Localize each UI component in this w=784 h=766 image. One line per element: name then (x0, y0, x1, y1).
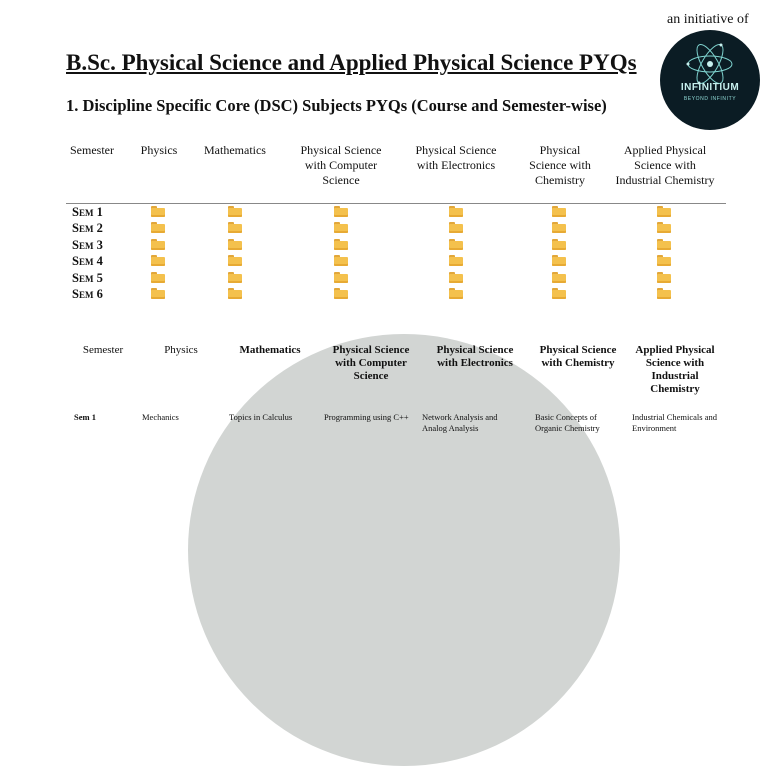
table2-header-ps-chemistry: Physical Science with Chemistry (539, 344, 617, 369)
page-title: B.Sc. Physical Science and Applied Physical Science PYQs (66, 50, 637, 75)
table2-cell-physics: Mechanics (142, 412, 179, 422)
folder-icon[interactable] (334, 206, 348, 217)
background-decoration-circle (188, 334, 620, 766)
table1-header-ps-chemistry: Physical Science with Chemistry (529, 143, 591, 187)
folder-icon[interactable] (657, 222, 671, 233)
table1-header-aps-industrial-chemistry: Applied Physical Science with Industrial Chemistry (615, 143, 715, 187)
table1-row-label-sem5: Sem 5 (72, 271, 103, 285)
folder-icon[interactable] (449, 255, 463, 266)
folder-icon[interactable] (228, 272, 242, 283)
table1-row-label-sem6: Sem 6 (72, 287, 103, 301)
table1-divider (66, 203, 726, 204)
table1-header-mathematics: Mathematics (204, 143, 266, 157)
folder-icon[interactable] (151, 288, 165, 299)
folder-icon[interactable] (552, 272, 566, 283)
infinitium-logo (660, 30, 760, 130)
table1-header-semester: Semester (70, 143, 114, 157)
folder-icon[interactable] (552, 239, 566, 250)
folder-icon[interactable] (228, 255, 242, 266)
table1-row-label-sem2: Sem 2 (72, 221, 103, 235)
folder-icon[interactable] (334, 272, 348, 283)
folder-icon[interactable] (449, 239, 463, 250)
folder-icon[interactable] (228, 239, 242, 250)
folder-icon[interactable] (657, 255, 671, 266)
table2-header-ps-electronics: Physical Science with Electronics (436, 344, 514, 369)
atom-logo-icon (660, 30, 760, 130)
folder-icon[interactable] (228, 222, 242, 233)
table2-header-aps-industrial-chemistry: Applied Physical Science with Industrial Chemistry (635, 344, 715, 395)
table2-header-physics: Physics (164, 344, 198, 356)
logo-name: INFINITIUM (680, 82, 740, 93)
folder-icon[interactable] (334, 239, 348, 250)
folder-icon[interactable] (449, 206, 463, 217)
folder-icon[interactable] (151, 222, 165, 233)
folder-icon[interactable] (334, 222, 348, 233)
table2-row-label-sem1: Sem 1 (74, 412, 96, 422)
table2-header-ps-computer-science: Physical Science with Computer Science (332, 344, 410, 382)
folder-icon[interactable] (552, 288, 566, 299)
initiative-label: an initiative of (667, 12, 749, 27)
folder-icon[interactable] (151, 255, 165, 266)
table2-cell-mathematics: Topics in Calculus (229, 412, 293, 422)
folder-icon[interactable] (449, 272, 463, 283)
table1-row-label-sem3: Sem 3 (72, 238, 103, 252)
logo-tagline: BEYOND INFINITY (683, 96, 737, 102)
folder-icon[interactable] (228, 206, 242, 217)
folder-icon[interactable] (334, 288, 348, 299)
folder-icon[interactable] (657, 272, 671, 283)
table2-header-mathematics: Mathematics (239, 344, 301, 356)
folder-icon[interactable] (449, 222, 463, 233)
table1-header-ps-computer-science: Physical Science with Computer Science (300, 143, 382, 187)
table2-header-semester: Semester (82, 344, 124, 356)
folder-icon[interactable] (552, 222, 566, 233)
table2-cell-ps-computer-science: Programming using C++ (324, 412, 409, 422)
folder-icon[interactable] (449, 288, 463, 299)
folder-icon[interactable] (334, 255, 348, 266)
folder-icon[interactable] (657, 239, 671, 250)
table1-row-label-sem4: Sem 4 (72, 254, 103, 268)
folder-icon[interactable] (151, 206, 165, 217)
folder-icon[interactable] (228, 288, 242, 299)
table2-cell-aps-industrial-chemistry: Industrial Chemicals and Environment (632, 412, 717, 433)
folder-icon[interactable] (657, 206, 671, 217)
folder-icon[interactable] (657, 288, 671, 299)
table2-cell-ps-chemistry: Basic Concepts of Organic Chemistry (535, 412, 600, 433)
folder-icon[interactable] (151, 239, 165, 250)
folder-icon[interactable] (151, 272, 165, 283)
table1-row-label-sem1: Sem 1 (72, 205, 103, 219)
folder-icon[interactable] (552, 255, 566, 266)
table1-header-ps-electronics: Physical Science with Electronics (415, 143, 497, 172)
section-subtitle: 1. Discipline Specific Core (DSC) Subjects PYQs (Course and Semester-wise) (66, 96, 607, 115)
folder-icon[interactable] (552, 206, 566, 217)
table2-cell-ps-electronics: Network Analysis and Analog Analysis (422, 412, 498, 433)
table1-header-physics: Physics (140, 143, 178, 157)
